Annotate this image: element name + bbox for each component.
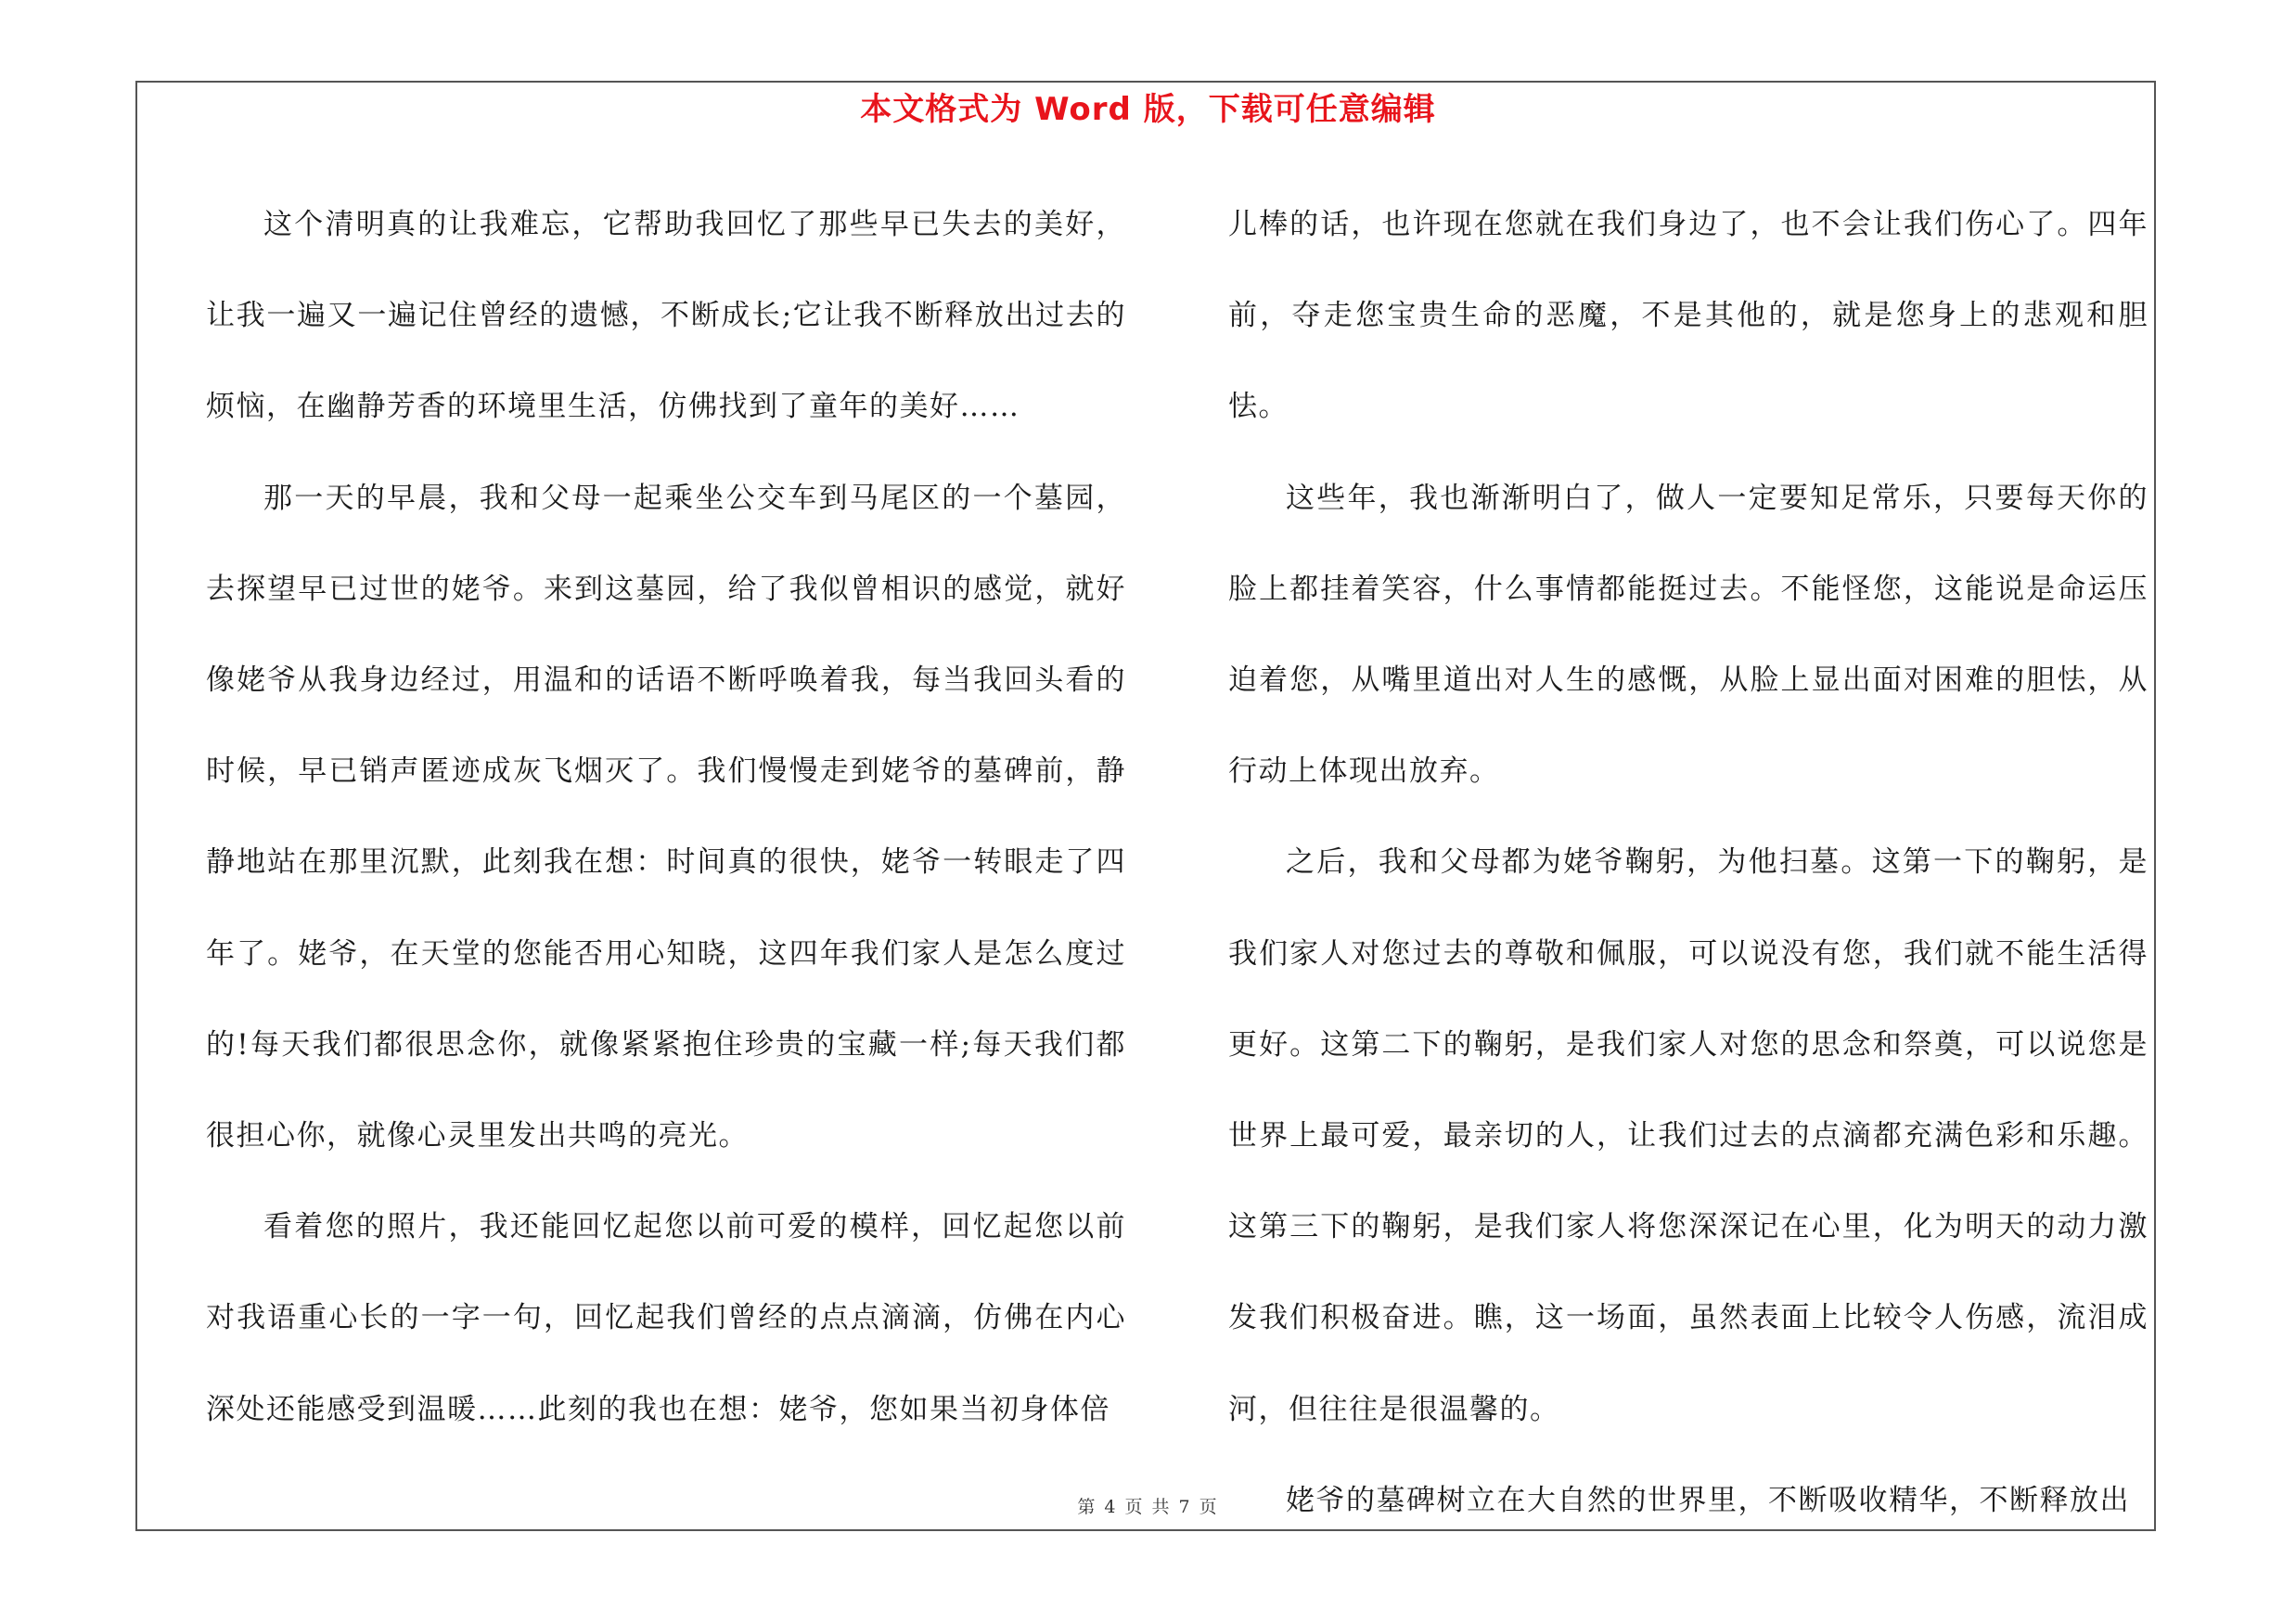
left-column (206, 179, 1126, 1455)
word-format-notice: 本文格式为 Word 版，下载可任意编辑 (860, 91, 1436, 128)
paragraph-continuation: 儿棒的话，也许现在您就在我们身边了，也不会让我们伤心了。四年前，夺走您宝贵生命的恶魔，不是其他的，就是您身上的悲观和胆怯。 (1228, 208, 2148, 424)
page-number: 第 4 页 共 7 页 (1077, 1497, 1219, 1517)
paragraph-photo-memories: 看着您的照片，我还能回忆起您以前可爱的模样，回忆起您以前对我语重心长的一字一句，回忆起我们曾经的点点滴滴，仿佛在内心深处还能感受到温暖……此刻的我也在想：姥爷，您如果当初身体倍 (206, 1210, 1126, 1426)
paragraph-qingming-memory: 这个清明真的让我难忘，它帮助我回忆了那些早已失去的美好，让我一遍又一遍记住曾经的遗憾，不断成长;它让我不断释放出过去的烦恼，在幽静芳香的环境里生活，仿佛找到了童年的美好…… (206, 208, 1126, 424)
right-column (1228, 179, 2148, 1546)
paragraph-tombstone: 姥爷的墓碑树立在大自然的世界里，不断吸收精华，不断释放出 (1286, 1483, 2130, 1517)
paragraph-contentment: 这些年，我也渐渐明白了，做人一定要知足常乐，只要每天你的脸上都挂着笑容，什么事情都能挺过去。不能怪您，这能说是命运压迫着您，从嘴里道出对人生的感慨，从脸上显出面对困难的胆怯，从行动上体现出放弃。 (1228, 481, 2148, 789)
paragraph-three-bows: 之后，我和父母都为姥爷鞠躬，为他扫墓。这第一下的鞠躬，是我们家人对您过去的尊敬和佩服，可以说没有您，我们就不能生活得更好。这第二下的鞠躬，是我们家人对您的思念和祭奠，可以说您是世界上最可爱，最亲切的人，让我们过去的点滴都充满色彩和乐趣。这第三下的鞠躬，是我们家人将您深深记在心里，化为明天的动力激发我们积极奋进。瞧，这一场面，虽然表面上比较令人伤感，流泪成河，但往往是很温馨的。 (1228, 845, 2148, 1426)
paragraph-cemetery-visit: 那一天的早晨，我和父母一起乘坐公交车到马尾区的一个墓园，去探望早已过世的姥爷。来到这墓园，给了我似曾相识的感觉，就好像姥爷从我身边经过，用温和的话语不断呼唤着我，每当我回头看的时候，早已销声匿迹成灰飞烟灭了。我们慢慢走到姥爷的墓碑前，静静地站在那里沉默，此刻我在想：时间真的很快，姥爷一转眼走了四年了。姥爷，在天堂的您能否用心知晓，这四年我们家人是怎么度过的!每天我们都很思念你，就像紧紧抱住珍贵的宝藏一样;每天我们都很担心你，就像心灵里发出共鸣的亮光。 (206, 481, 1126, 1153)
